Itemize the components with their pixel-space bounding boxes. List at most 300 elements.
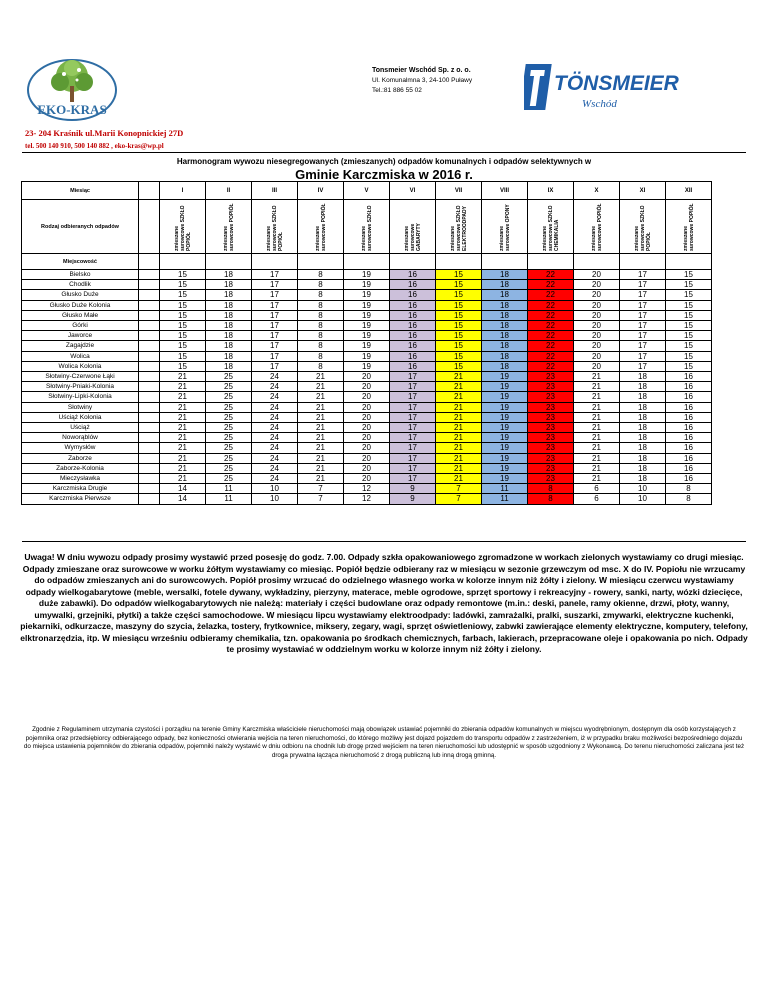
day-cell: 21 — [436, 402, 482, 412]
day-cell: 16 — [390, 331, 436, 341]
day-cell: 18 — [206, 280, 252, 290]
waste-type-text: zmieszane surowcowe GABARYTY — [403, 223, 422, 251]
place-name: Zaborze-Kolonia — [22, 463, 139, 473]
day-cell: 8 — [528, 484, 574, 494]
spacer-cell — [139, 453, 160, 463]
day-cell: 19 — [482, 382, 528, 392]
day-cell: 22 — [528, 280, 574, 290]
day-cell: 14 — [160, 494, 206, 504]
day-cell: 23 — [528, 453, 574, 463]
day-cell: 11 — [206, 494, 252, 504]
day-cell: 15 — [436, 310, 482, 320]
day-cell: 23 — [528, 423, 574, 433]
day-cell: 16 — [390, 310, 436, 320]
day-cell: 15 — [666, 300, 712, 310]
spacer-cell — [139, 474, 160, 484]
day-cell: 20 — [344, 372, 390, 382]
day-cell: 15 — [160, 300, 206, 310]
table-row — [22, 494, 712, 504]
waste-type-header — [528, 200, 574, 254]
day-cell: 17 — [252, 290, 298, 300]
day-cell: 21 — [298, 453, 344, 463]
waste-type-text: zmieszane surowcowe OPONY — [498, 204, 511, 251]
month-label: Miesiąc — [22, 182, 139, 200]
month-header: XI — [620, 182, 666, 200]
waste-type-header — [666, 200, 712, 254]
day-cell: 18 — [482, 361, 528, 371]
table-row — [22, 484, 712, 494]
place-name: Uściąż — [22, 423, 139, 433]
day-cell: 21 — [298, 372, 344, 382]
month-header: V — [344, 182, 390, 200]
waste-type-header — [160, 200, 206, 254]
day-cell: 17 — [252, 361, 298, 371]
day-cell: 18 — [206, 300, 252, 310]
place-name: Mieczysławka — [22, 474, 139, 484]
day-cell: 23 — [528, 433, 574, 443]
day-cell: 19 — [482, 402, 528, 412]
company-name: Tonsmeier Wschód Sp. z o. o. — [372, 67, 471, 74]
table-row — [22, 423, 712, 433]
day-cell: 21 — [574, 433, 620, 443]
day-cell: 19 — [482, 392, 528, 402]
day-cell: 21 — [160, 382, 206, 392]
day-cell: 19 — [482, 412, 528, 422]
spacer-cell — [139, 351, 160, 361]
waste-type-text: zmieszane surowcowe POPIÓŁ — [222, 203, 235, 251]
eko-kras-logo-text: EKO-KRAS — [37, 102, 107, 117]
day-cell: 18 — [206, 321, 252, 331]
month-header: II — [206, 182, 252, 200]
day-cell: 15 — [666, 361, 712, 371]
day-cell: 8 — [298, 290, 344, 300]
day-cell: 16 — [390, 290, 436, 300]
day-cell: 8 — [298, 300, 344, 310]
company-contact — [372, 66, 472, 96]
day-cell: 20 — [344, 392, 390, 402]
types-header-row — [22, 200, 712, 254]
day-cell: 18 — [620, 412, 666, 422]
table-row — [22, 382, 712, 392]
place-name: Karczmiska Pierwsze — [22, 494, 139, 504]
place-name: Wolica — [22, 351, 139, 361]
day-cell: 7 — [298, 484, 344, 494]
day-cell: 15 — [436, 341, 482, 351]
day-cell: 19 — [344, 341, 390, 351]
waste-type-header — [574, 200, 620, 254]
month-header: VI — [390, 182, 436, 200]
day-cell: 18 — [620, 443, 666, 453]
day-cell: 17 — [390, 412, 436, 422]
day-cell: 16 — [666, 392, 712, 402]
place-name: Słotwiny-Czerwone Łąki — [22, 372, 139, 382]
day-cell: 22 — [528, 300, 574, 310]
day-cell: 24 — [252, 412, 298, 422]
table-row — [22, 270, 712, 280]
day-cell: 9 — [390, 494, 436, 504]
day-cell: 15 — [666, 280, 712, 290]
day-cell: 20 — [344, 382, 390, 392]
eko-kras-contact: tel. 500 140 910, 500 140 882 , eko-kras@wp.pl — [25, 142, 164, 150]
spacer-cell — [620, 254, 666, 270]
place-name: Słotwiny-Lipki-Kolonia — [22, 392, 139, 402]
day-cell: 25 — [206, 423, 252, 433]
day-cell: 23 — [528, 443, 574, 453]
day-cell: 8 — [298, 280, 344, 290]
day-cell: 18 — [206, 270, 252, 280]
waste-type-text: zmieszane surowcowe SZKŁO POPIÓŁ — [633, 205, 652, 251]
day-cell: 21 — [160, 453, 206, 463]
day-cell: 22 — [528, 290, 574, 300]
day-cell: 21 — [298, 382, 344, 392]
month-header: IV — [298, 182, 344, 200]
day-cell: 18 — [206, 290, 252, 300]
day-cell: 22 — [528, 341, 574, 351]
spacer-cell — [344, 254, 390, 270]
day-cell: 17 — [390, 474, 436, 484]
day-cell: 8 — [298, 361, 344, 371]
day-cell: 21 — [160, 423, 206, 433]
day-cell: 18 — [206, 341, 252, 351]
spacer-cell — [139, 182, 160, 200]
day-cell: 21 — [436, 392, 482, 402]
day-cell: 25 — [206, 372, 252, 382]
day-cell: 23 — [528, 402, 574, 412]
waste-type-header — [390, 200, 436, 254]
day-cell: 21 — [574, 463, 620, 473]
table-row — [22, 331, 712, 341]
day-cell: 17 — [390, 382, 436, 392]
day-cell: 15 — [160, 341, 206, 351]
spacer-cell — [436, 254, 482, 270]
place-name: Wymysłów — [22, 443, 139, 453]
day-cell: 18 — [620, 463, 666, 473]
day-cell: 21 — [298, 412, 344, 422]
table-row — [22, 402, 712, 412]
day-cell: 24 — [252, 453, 298, 463]
day-cell: 20 — [574, 290, 620, 300]
day-cell: 18 — [482, 341, 528, 351]
spacer-cell — [139, 310, 160, 320]
day-cell: 17 — [390, 463, 436, 473]
day-cell: 11 — [482, 494, 528, 504]
day-cell: 21 — [160, 392, 206, 402]
day-cell: 15 — [436, 300, 482, 310]
waste-type-header — [482, 200, 528, 254]
day-cell: 21 — [574, 382, 620, 392]
day-cell: 22 — [528, 310, 574, 320]
spacer-cell — [139, 412, 160, 422]
day-cell: 11 — [206, 484, 252, 494]
day-cell: 21 — [574, 474, 620, 484]
place-name: Bielsko — [22, 270, 139, 280]
day-cell: 20 — [574, 341, 620, 351]
day-cell: 21 — [436, 372, 482, 382]
day-cell: 16 — [666, 463, 712, 473]
waste-type-header — [298, 200, 344, 254]
place-name: Zagajdzie — [22, 341, 139, 351]
day-cell: 10 — [252, 494, 298, 504]
table-row — [22, 474, 712, 484]
waste-type-header — [620, 200, 666, 254]
day-cell: 15 — [436, 290, 482, 300]
day-cell: 20 — [574, 280, 620, 290]
waste-type-text: zmieszane surowcowe SZKŁO POPIÓŁ — [265, 205, 284, 251]
spacer-cell — [139, 372, 160, 382]
waste-type-label: Rodzaj odbieranych odpadów — [22, 200, 139, 254]
table-row — [22, 463, 712, 473]
day-cell: 17 — [390, 402, 436, 412]
tonsmeier-logo-sub: Wschód — [582, 98, 617, 110]
day-cell: 21 — [160, 412, 206, 422]
eko-kras-logo — [22, 48, 122, 130]
table-row — [22, 300, 712, 310]
day-cell: 15 — [160, 321, 206, 331]
day-cell: 21 — [574, 412, 620, 422]
place-name: Karczmiska Drugie — [22, 484, 139, 494]
day-cell: 15 — [160, 331, 206, 341]
day-cell: 17 — [390, 433, 436, 443]
table-row — [22, 280, 712, 290]
day-cell: 22 — [528, 270, 574, 280]
day-cell: 19 — [344, 361, 390, 371]
spacer-cell — [139, 280, 160, 290]
day-cell: 16 — [390, 341, 436, 351]
waste-type-text: zmieszane surowcowe SZKŁO — [360, 205, 373, 251]
day-cell: 19 — [344, 321, 390, 331]
place-name: Chodlik — [22, 280, 139, 290]
document-title: Harmonogram wywozu niesegregowanych (zmieszanych) odpadów komunalnych i odpadów selektywnych w — [176, 157, 592, 166]
day-cell: 17 — [390, 423, 436, 433]
day-cell: 17 — [252, 300, 298, 310]
day-cell: 21 — [574, 392, 620, 402]
day-cell: 19 — [482, 433, 528, 443]
day-cell: 19 — [344, 310, 390, 320]
day-cell: 15 — [160, 361, 206, 371]
months-header-row — [22, 182, 712, 200]
day-cell: 18 — [482, 290, 528, 300]
spacer-cell — [139, 443, 160, 453]
day-cell: 15 — [436, 280, 482, 290]
day-cell: 24 — [252, 423, 298, 433]
day-cell: 23 — [528, 463, 574, 473]
day-cell: 16 — [390, 361, 436, 371]
day-cell: 8 — [298, 331, 344, 341]
day-cell: 17 — [620, 341, 666, 351]
day-cell: 18 — [620, 474, 666, 484]
day-cell: 20 — [574, 321, 620, 331]
day-cell: 12 — [344, 484, 390, 494]
day-cell: 18 — [620, 382, 666, 392]
day-cell: 25 — [206, 412, 252, 422]
day-cell: 17 — [620, 280, 666, 290]
day-cell: 20 — [574, 351, 620, 361]
day-cell: 24 — [252, 372, 298, 382]
day-cell: 16 — [666, 372, 712, 382]
spacer-cell — [252, 254, 298, 270]
day-cell: 21 — [436, 423, 482, 433]
spacer-cell — [298, 254, 344, 270]
day-cell: 21 — [574, 423, 620, 433]
day-cell: 20 — [574, 310, 620, 320]
day-cell: 23 — [528, 474, 574, 484]
day-cell: 19 — [344, 270, 390, 280]
day-cell: 16 — [390, 300, 436, 310]
place-label: Miejscowość — [22, 254, 139, 270]
day-cell: 8 — [666, 484, 712, 494]
day-cell: 22 — [528, 321, 574, 331]
day-cell: 15 — [160, 270, 206, 280]
day-cell: 15 — [436, 270, 482, 280]
table-row — [22, 453, 712, 463]
day-cell: 23 — [528, 392, 574, 402]
day-cell: 21 — [298, 402, 344, 412]
spacer-cell — [139, 402, 160, 412]
day-cell: 20 — [344, 443, 390, 453]
day-cell: 10 — [252, 484, 298, 494]
waste-type-header — [252, 200, 298, 254]
day-cell: 20 — [344, 474, 390, 484]
spacer-cell — [139, 423, 160, 433]
day-cell: 21 — [160, 443, 206, 453]
day-cell: 8 — [666, 494, 712, 504]
day-cell: 10 — [620, 494, 666, 504]
day-cell: 25 — [206, 433, 252, 443]
day-cell: 16 — [666, 412, 712, 422]
day-cell: 9 — [390, 484, 436, 494]
day-cell: 15 — [666, 321, 712, 331]
day-cell: 21 — [298, 392, 344, 402]
day-cell: 16 — [666, 433, 712, 443]
month-header: XII — [666, 182, 712, 200]
day-cell: 20 — [344, 412, 390, 422]
day-cell: 16 — [390, 270, 436, 280]
day-cell: 15 — [160, 290, 206, 300]
day-cell: 15 — [436, 331, 482, 341]
place-name: Głusko Duże — [22, 290, 139, 300]
day-cell: 17 — [390, 453, 436, 463]
day-cell: 17 — [252, 270, 298, 280]
day-cell: 18 — [482, 280, 528, 290]
waste-type-text: zmieszane surowcowe SZKŁO POPIÓŁ — [173, 205, 192, 251]
day-cell: 24 — [252, 382, 298, 392]
spacer-cell — [139, 392, 160, 402]
day-cell: 16 — [666, 453, 712, 463]
day-cell: 6 — [574, 484, 620, 494]
spacer-cell — [139, 382, 160, 392]
table-row — [22, 443, 712, 453]
tonsmeier-logo — [524, 62, 724, 114]
table-row — [22, 351, 712, 361]
regulation-text: Zgodnie z Regulaminem utrzymania czystości i porządku na terenie Gminy Karczmiska właściciele nieruchomości mają obowiązek ustawiać pojemniki do zbierania odpadów komunalnych w miejscu wyodrębnionym, dostępnym dla osób korzystających z pojemnika oraz przedsiębiorcy odbierającego odpady, bez konieczności otwierania wejścia na teren nieruchomości, do którego możliwy jest dojazd pojazdem do transportu odpadów z zastrzeżeniem, iż w przypadku braku możliwości bezpośredniego dojazdu do miejsca ustawienia pojemników do zbierania odpadów, pojemniki należy wystawić w dniu odbioru na chodnik lub drogę przed wejściem na teren nieruchomości lub udostępnić w sposób uzgodniony z Wykonawcą. Do terenu nieruchomości zaliczana jest też droga prywatna łącząca nieruchomość z drogą publiczną lub inną drogą gminną. — [23, 726, 745, 760]
day-cell: 17 — [620, 270, 666, 280]
day-cell: 19 — [344, 351, 390, 361]
day-cell: 21 — [160, 463, 206, 473]
schedule-body — [22, 270, 712, 505]
table-row — [22, 310, 712, 320]
day-cell: 16 — [666, 402, 712, 412]
day-cell: 15 — [666, 351, 712, 361]
day-cell: 19 — [482, 463, 528, 473]
day-cell: 21 — [574, 443, 620, 453]
day-cell: 21 — [574, 402, 620, 412]
waste-type-text: zmieszane surowcowe SZKŁO ELEKTROODPADY — [449, 205, 468, 251]
place-name: Słotwiny-Pniaki-Kolonia — [22, 382, 139, 392]
day-cell: 20 — [344, 402, 390, 412]
company-street: Ul. Komunalmna 3, 24-100 Puławy — [372, 77, 473, 84]
place-name: Słotwiny — [22, 402, 139, 412]
day-cell: 21 — [436, 433, 482, 443]
spacer-cell — [139, 463, 160, 473]
day-cell: 17 — [252, 280, 298, 290]
spacer-cell — [160, 254, 206, 270]
day-cell: 15 — [160, 351, 206, 361]
place-name: Uściąż Kolonia — [22, 412, 139, 422]
spacer-cell — [139, 290, 160, 300]
waste-type-header — [206, 200, 252, 254]
day-cell: 11 — [482, 484, 528, 494]
day-cell: 18 — [482, 321, 528, 331]
day-cell: 8 — [298, 351, 344, 361]
spacer-cell — [139, 200, 160, 254]
spacer-cell — [139, 254, 160, 270]
day-cell: 14 — [160, 484, 206, 494]
day-cell: 21 — [298, 474, 344, 484]
day-cell: 15 — [666, 290, 712, 300]
waste-type-header — [344, 200, 390, 254]
day-cell: 18 — [206, 310, 252, 320]
day-cell: 17 — [390, 372, 436, 382]
day-cell: 15 — [666, 270, 712, 280]
day-cell: 17 — [620, 351, 666, 361]
day-cell: 18 — [206, 361, 252, 371]
table-divider — [22, 541, 746, 542]
day-cell: 15 — [666, 310, 712, 320]
day-cell: 17 — [620, 300, 666, 310]
place-name: Noworąblów — [22, 433, 139, 443]
waste-type-header — [436, 200, 482, 254]
day-cell: 20 — [344, 433, 390, 443]
waste-type-text: zmieszane surowcowe SZKŁO CHEMIKALIA — [541, 205, 560, 251]
day-cell: 8 — [298, 310, 344, 320]
day-cell: 16 — [390, 321, 436, 331]
day-cell: 17 — [620, 331, 666, 341]
day-cell: 24 — [252, 463, 298, 473]
day-cell: 16 — [666, 443, 712, 453]
day-cell: 24 — [252, 474, 298, 484]
day-cell: 20 — [344, 423, 390, 433]
day-cell: 23 — [528, 382, 574, 392]
day-cell: 21 — [574, 453, 620, 463]
day-cell: 24 — [252, 402, 298, 412]
day-cell: 16 — [666, 423, 712, 433]
day-cell: 17 — [620, 361, 666, 371]
day-cell: 15 — [436, 351, 482, 361]
company-phone: Tel.:81 886 55 02 — [372, 87, 422, 94]
day-cell: 8 — [528, 494, 574, 504]
day-cell: 8 — [298, 270, 344, 280]
tonsmeier-logo-text: TÖNSMEIER — [554, 72, 679, 95]
day-cell: 15 — [666, 341, 712, 351]
spacer-cell — [666, 254, 712, 270]
day-cell: 24 — [252, 433, 298, 443]
day-cell: 25 — [206, 382, 252, 392]
day-cell: 18 — [206, 331, 252, 341]
day-cell: 19 — [344, 300, 390, 310]
month-header: X — [574, 182, 620, 200]
day-cell: 10 — [620, 484, 666, 494]
day-cell: 15 — [160, 310, 206, 320]
